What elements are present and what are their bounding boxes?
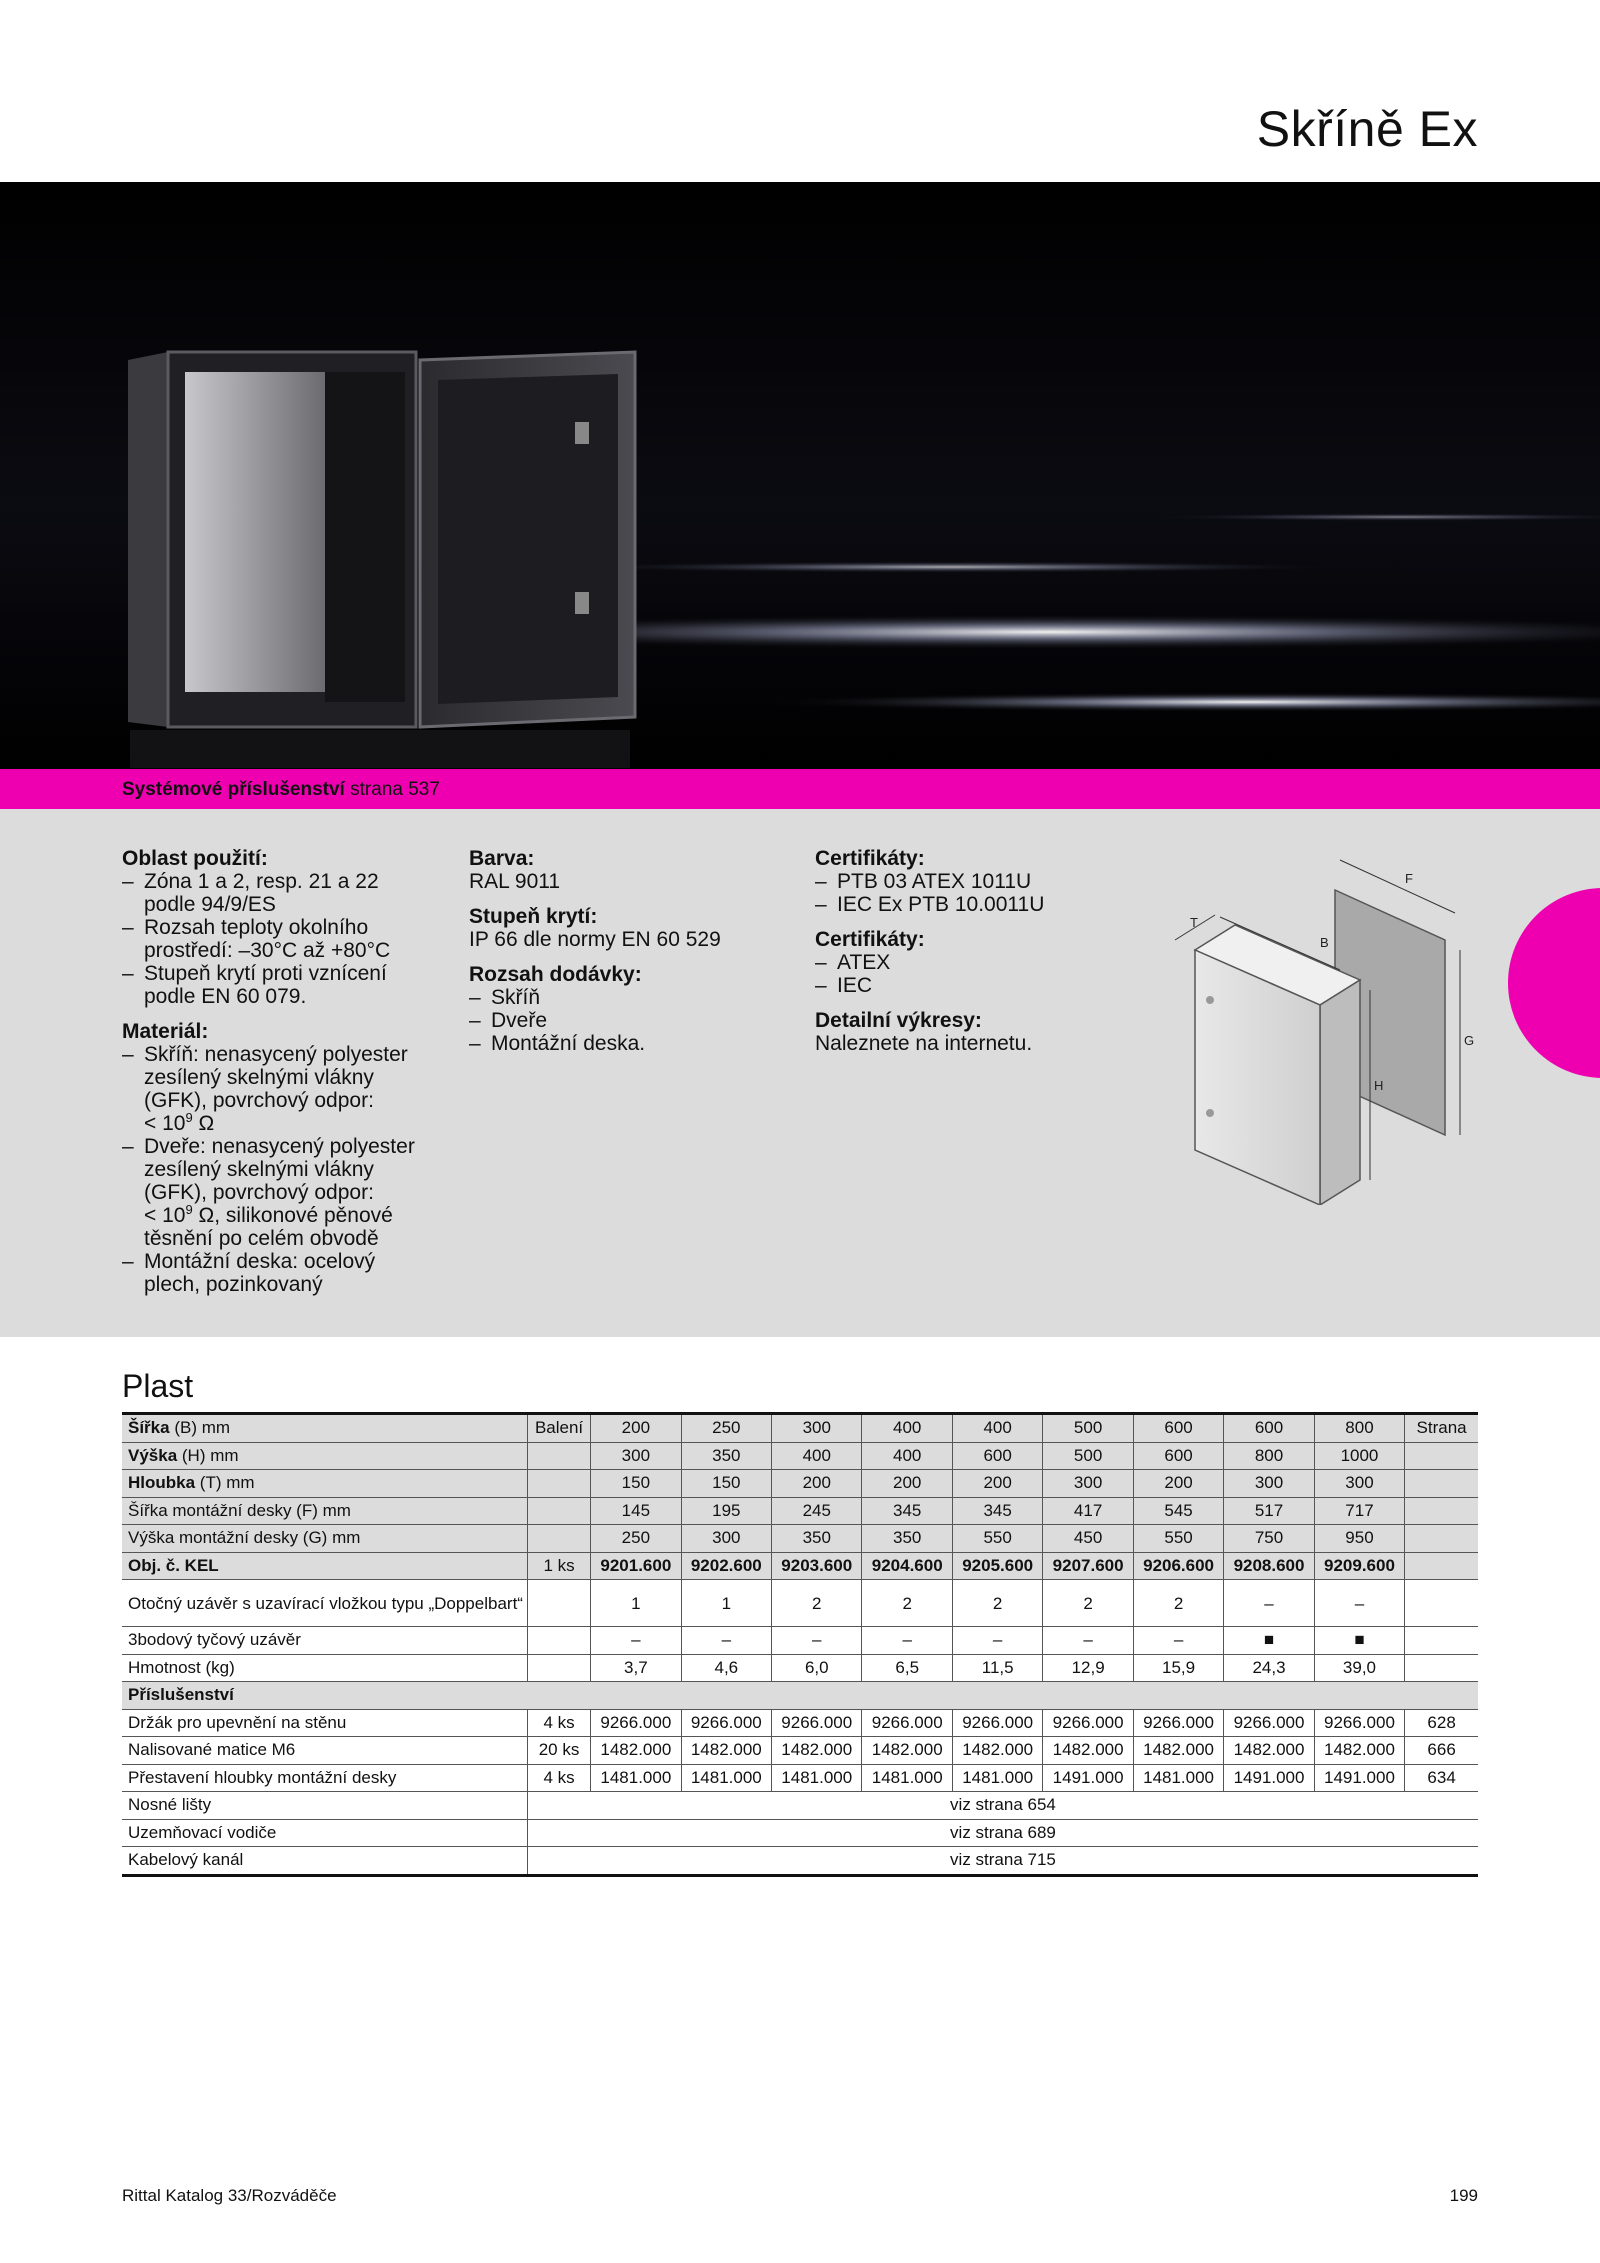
row-label: Nalisované matice M6: [122, 1737, 527, 1765]
pack-cell: [527, 1497, 590, 1525]
value-cell: 11,5: [952, 1654, 1042, 1682]
value-cell: 9205.600: [952, 1552, 1042, 1580]
protection-heading: Stupeň krytí:: [469, 905, 598, 928]
value-cell: 9266.000: [1133, 1709, 1223, 1737]
value-cell: 750: [1224, 1525, 1314, 1553]
dimension-label: H: [1374, 1078, 1384, 1093]
value-cell: 300: [591, 1442, 681, 1470]
value-cell: 9203.600: [772, 1552, 862, 1580]
value-cell: 1482.000: [1043, 1737, 1133, 1765]
row-label: Hmotnost (kg): [122, 1654, 527, 1682]
value-cell: 1: [681, 1580, 771, 1627]
table-row: [122, 1525, 1478, 1553]
dimension-label: B: [1320, 935, 1329, 950]
system-accessories-bar: [0, 769, 1600, 809]
value-cell: 1482.000: [681, 1737, 771, 1765]
usage-item: – Zóna 1 a 2, resp. 21 a 22 podle 94/9/ES: [122, 870, 432, 916]
table-row: [122, 1497, 1478, 1525]
delivery-item: – Montážní deska.: [469, 1032, 789, 1055]
value-cell: 250: [681, 1414, 771, 1443]
pack-cell: [527, 1580, 590, 1627]
value-cell: 9208.600: [1224, 1552, 1314, 1580]
value-cell: 500: [1043, 1414, 1133, 1443]
certificate-item: – ATEX: [815, 951, 1115, 974]
value-cell: 450: [1043, 1525, 1133, 1553]
value-cell: 24,3: [1224, 1654, 1314, 1682]
row-label: Šířka (B) mm: [122, 1414, 527, 1443]
value-cell: 195: [681, 1497, 771, 1525]
catalog-footer: Rittal Katalog 33/Rozváděče: [122, 2186, 337, 2205]
value-cell: 300: [772, 1414, 862, 1443]
value-cell: 350: [862, 1525, 952, 1553]
value-cell: 2: [862, 1580, 952, 1627]
table-row: [122, 1414, 1478, 1443]
certificates-column: [815, 847, 1115, 1055]
value-cell: 345: [952, 1497, 1042, 1525]
pack-cell: [527, 1627, 590, 1655]
value-cell: 1482.000: [772, 1737, 862, 1765]
accessories-heading-row: [122, 1682, 1478, 1710]
value-cell: 15,9: [1133, 1654, 1223, 1682]
value-cell: 950: [1314, 1525, 1404, 1553]
value-cell: 9266.000: [591, 1709, 681, 1737]
value-cell: 9266.000: [772, 1709, 862, 1737]
table-row: [122, 1470, 1478, 1498]
pack-cell: 4 ks: [527, 1709, 590, 1737]
certificates-heading: Certifikáty:: [815, 847, 925, 870]
pack-cell: [527, 1442, 590, 1470]
value-cell: 200: [591, 1414, 681, 1443]
value-cell: –: [1133, 1627, 1223, 1655]
value-cell: 2: [1133, 1580, 1223, 1627]
value-cell: 345: [862, 1497, 952, 1525]
usage-column: [122, 847, 432, 1296]
value-cell: 600: [952, 1442, 1042, 1470]
color-value: RAL 9011: [469, 870, 561, 893]
drawings-value: Naleznete na internetu.: [815, 1032, 1033, 1055]
table-row: [122, 1552, 1478, 1580]
value-cell: –: [952, 1627, 1042, 1655]
page-cell: Strana: [1405, 1414, 1478, 1443]
reference-row: [122, 1819, 1478, 1847]
certificate-item: – IEC: [815, 974, 1115, 997]
dimension-label: F: [1405, 871, 1413, 886]
value-cell: 200: [1133, 1470, 1223, 1498]
page-cell: [1405, 1580, 1478, 1627]
value-cell: 250: [591, 1525, 681, 1553]
protection-value: IP 66 dle normy EN 60 529: [469, 928, 721, 951]
pack-cell: 4 ks: [527, 1764, 590, 1792]
value-cell: 4,6: [681, 1654, 771, 1682]
value-cell: 1481.000: [591, 1764, 681, 1792]
row-label: Výška montážní desky (G) mm: [122, 1525, 527, 1553]
value-cell: –: [862, 1627, 952, 1655]
page-cell: 634: [1405, 1764, 1478, 1792]
reference-row: [122, 1792, 1478, 1820]
value-cell: 400: [862, 1414, 952, 1443]
value-cell: 417: [1043, 1497, 1133, 1525]
value-cell: 300: [1043, 1470, 1133, 1498]
value-cell: 3,7: [591, 1654, 681, 1682]
value-cell: ■: [1314, 1627, 1404, 1655]
value-cell: 6,5: [862, 1654, 952, 1682]
page-reference: viz strana 715: [527, 1847, 1478, 1876]
value-cell: 300: [681, 1525, 771, 1553]
pack-cell: Balení: [527, 1414, 590, 1443]
value-cell: 145: [591, 1497, 681, 1525]
page-cell: [1405, 1470, 1478, 1498]
value-cell: 517: [1224, 1497, 1314, 1525]
row-label: Přestavení hloubky montážní desky: [122, 1764, 527, 1792]
page-cell: [1405, 1442, 1478, 1470]
page-cell: 628: [1405, 1709, 1478, 1737]
page-cell: [1405, 1552, 1478, 1580]
value-cell: 1482.000: [1224, 1737, 1314, 1765]
value-cell: 400: [862, 1442, 952, 1470]
row-label: Držák pro upevnění na stěnu: [122, 1709, 527, 1737]
section-title: Plast: [122, 1368, 194, 1404]
value-cell: 200: [952, 1470, 1042, 1498]
page-title: Skříně Ex: [1256, 101, 1478, 157]
value-cell: 550: [1133, 1525, 1223, 1553]
value-cell: 150: [591, 1470, 681, 1498]
value-cell: –: [1314, 1580, 1404, 1627]
value-cell: –: [591, 1627, 681, 1655]
value-cell: 545: [1133, 1497, 1223, 1525]
row-label: Uzemňovací vodiče: [122, 1819, 527, 1847]
value-cell: –: [681, 1627, 771, 1655]
table-row: [122, 1442, 1478, 1470]
value-cell: 1482.000: [862, 1737, 952, 1765]
value-cell: 1: [591, 1580, 681, 1627]
value-cell: 717: [1314, 1497, 1404, 1525]
row-label: Obj. č. KEL: [122, 1552, 527, 1580]
value-cell: 9266.000: [1224, 1709, 1314, 1737]
value-cell: 1481.000: [772, 1764, 862, 1792]
value-cell: 200: [862, 1470, 952, 1498]
value-cell: 350: [772, 1525, 862, 1553]
dimension-label: G: [1464, 1033, 1475, 1048]
value-cell: 2: [952, 1580, 1042, 1627]
value-cell: 245: [772, 1497, 862, 1525]
reference-row: [122, 1847, 1478, 1876]
accessory-row: [122, 1709, 1478, 1737]
value-cell: 2: [772, 1580, 862, 1627]
value-cell: –: [1224, 1580, 1314, 1627]
value-cell: 9207.600: [1043, 1552, 1133, 1580]
material-heading: Materiál:: [122, 1020, 209, 1043]
value-cell: ■: [1224, 1627, 1314, 1655]
value-cell: 9204.600: [862, 1552, 952, 1580]
value-cell: 1491.000: [1314, 1764, 1404, 1792]
value-cell: 600: [1133, 1414, 1223, 1443]
value-cell: 1481.000: [1133, 1764, 1223, 1792]
value-cell: 39,0: [1314, 1654, 1404, 1682]
value-cell: 1482.000: [1133, 1737, 1223, 1765]
value-cell: –: [1043, 1627, 1133, 1655]
value-cell: 1481.000: [681, 1764, 771, 1792]
color-heading: Barva:: [469, 847, 535, 870]
dimension-drawing: [1160, 845, 1480, 1205]
value-cell: 6,0: [772, 1654, 862, 1682]
value-cell: 400: [772, 1442, 862, 1470]
value-cell: 1482.000: [952, 1737, 1042, 1765]
value-cell: 1481.000: [952, 1764, 1042, 1792]
value-cell: 9201.600: [591, 1552, 681, 1580]
row-label: Hloubka (T) mm: [122, 1470, 527, 1498]
value-cell: 150: [681, 1470, 771, 1498]
delivery-item: – Dveře: [469, 1009, 789, 1032]
value-cell: 9209.600: [1314, 1552, 1404, 1580]
value-cell: 800: [1314, 1414, 1404, 1443]
value-cell: 1491.000: [1224, 1764, 1314, 1792]
drawings-heading: Detailní výkresy:: [815, 1009, 982, 1032]
delivery-heading: Rozsah dodávky:: [469, 963, 642, 986]
dimension-label: T: [1190, 915, 1198, 930]
row-label: Šířka montážní desky (F) mm: [122, 1497, 527, 1525]
value-cell: 550: [952, 1525, 1042, 1553]
usage-item: – Stupeň krytí proti vznícení podle EN 60 079.: [122, 962, 432, 1008]
row-label: Kabelový kanál: [122, 1847, 527, 1876]
page-cell: [1405, 1627, 1478, 1655]
value-cell: 9266.000: [862, 1709, 952, 1737]
page-cell: 666: [1405, 1737, 1478, 1765]
certificate-item: – PTB 03 ATEX 1011U: [815, 870, 1115, 893]
table-row: [122, 1580, 1478, 1627]
pack-cell: [527, 1654, 590, 1682]
value-cell: 300: [1314, 1470, 1404, 1498]
material-item: – Montážní deska: ocelový plech, pozinkovaný: [122, 1250, 432, 1296]
value-cell: 2: [1043, 1580, 1133, 1627]
row-label: Výška (H) mm: [122, 1442, 527, 1470]
pack-cell: [527, 1470, 590, 1498]
accessories-heading: Příslušenství: [122, 1682, 1478, 1710]
page-reference: viz strana 689: [527, 1819, 1478, 1847]
value-cell: 9202.600: [681, 1552, 771, 1580]
page-reference: viz strana 654: [527, 1792, 1478, 1820]
row-label: Otočný uzávěr s uzavírací vložkou typu „Doppelbart“: [122, 1580, 527, 1627]
material-item: – Dveře: nenasycený polyester zesílený skelnými vlákny (GFK), povrchový odpor: < $10^9$ Ω, silikonové pěnové těsnění po celém obvodě: [122, 1135, 432, 1250]
product-photo: [0, 182, 1600, 769]
value-cell: 1000: [1314, 1442, 1404, 1470]
table-row: [122, 1627, 1478, 1655]
row-label: 3bodový tyčový uzávěr: [122, 1627, 527, 1655]
value-cell: –: [772, 1627, 862, 1655]
value-cell: 1491.000: [1043, 1764, 1133, 1792]
value-cell: 9266.000: [952, 1709, 1042, 1737]
certificates-heading-2: Certifikáty:: [815, 928, 925, 951]
value-cell: 200: [772, 1470, 862, 1498]
page-number: 199: [1449, 2186, 1478, 2205]
value-cell: 1482.000: [1314, 1737, 1404, 1765]
material-item: – Skříň: nenasycený polyester zesílený skelnými vlákny (GFK), povrchový odpor: < $10^9$ Ω: [122, 1043, 432, 1135]
value-cell: 9266.000: [1314, 1709, 1404, 1737]
accessory-row: [122, 1737, 1478, 1765]
value-cell: 1481.000: [862, 1764, 952, 1792]
value-cell: 12,9: [1043, 1654, 1133, 1682]
value-cell: 500: [1043, 1442, 1133, 1470]
value-cell: 9266.000: [1043, 1709, 1133, 1737]
value-cell: 800: [1224, 1442, 1314, 1470]
value-cell: 9266.000: [681, 1709, 771, 1737]
color-column: [469, 847, 789, 1055]
value-cell: 600: [1133, 1442, 1223, 1470]
table-row: [122, 1654, 1478, 1682]
value-cell: 600: [1224, 1414, 1314, 1443]
value-cell: 350: [681, 1442, 771, 1470]
page-cell: [1405, 1525, 1478, 1553]
row-label: Nosné lišty: [122, 1792, 527, 1820]
pack-cell: [527, 1525, 590, 1553]
page-cell: [1405, 1654, 1478, 1682]
usage-heading: Oblast použití:: [122, 847, 268, 870]
value-cell: 9206.600: [1133, 1552, 1223, 1580]
delivery-item: – Skříň: [469, 986, 789, 1009]
pack-cell: 1 ks: [527, 1552, 590, 1580]
value-cell: 1482.000: [591, 1737, 681, 1765]
certificate-item: – IEC Ex PTB 10.0011U: [815, 893, 1115, 916]
accessory-row: [122, 1764, 1478, 1792]
pack-cell: 20 ks: [527, 1737, 590, 1765]
accessories-reference[interactable]: Systémové příslušenství strana 537: [122, 779, 440, 800]
value-cell: 400: [952, 1414, 1042, 1443]
usage-item: – Rozsah teploty okolního prostředí: –30°C až +80°C: [122, 916, 432, 962]
value-cell: 300: [1224, 1470, 1314, 1498]
page-cell: [1405, 1497, 1478, 1525]
spec-table: [122, 1412, 1478, 1877]
